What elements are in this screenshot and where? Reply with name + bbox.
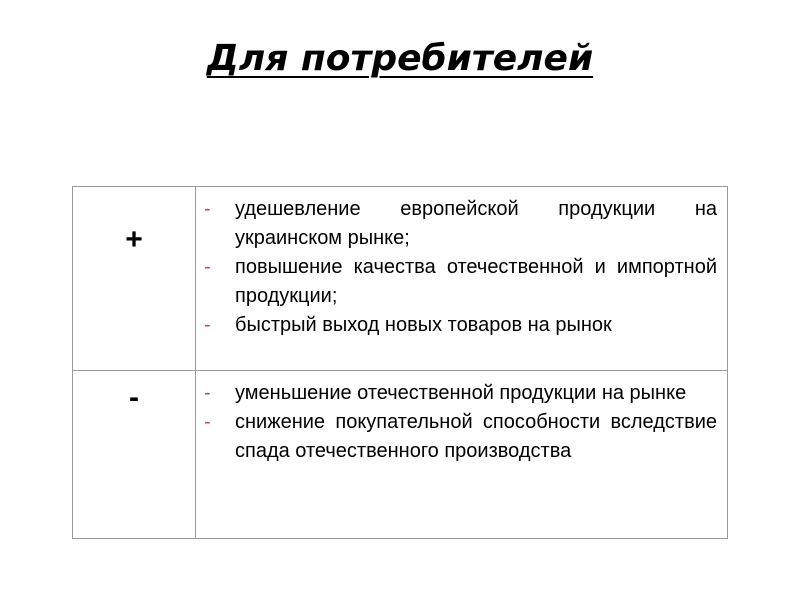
pros-cons-table — [72, 186, 728, 539]
minus-sign: - — [73, 371, 196, 539]
table-row-advantages — [73, 187, 728, 371]
list-item — [204, 195, 717, 253]
list-item — [204, 379, 717, 408]
list-item — [204, 253, 717, 311]
list-item-text: снижение покупательной способности вследствие спада отечественного производства — [235, 411, 717, 462]
list-item — [204, 408, 717, 466]
list-item-text: повышение качества отечественной и импортной продукции; — [235, 256, 717, 307]
list-item-text: быстрый выход новых товаров на рынок — [235, 314, 612, 336]
dash-bullet-icon: - — [204, 382, 211, 404]
dash-bullet-icon: - — [204, 411, 211, 433]
advantages-list — [204, 195, 717, 340]
dash-bullet-icon: - — [204, 198, 211, 220]
list-item-text: удешевление европейской продукции на украинском рынке; — [235, 198, 717, 249]
table-row-disadvantages — [73, 371, 728, 539]
disadvantages-list — [204, 379, 717, 466]
slide-title: Для потребителей — [206, 38, 594, 79]
plus-sign: + — [73, 187, 196, 371]
advantages-cell — [196, 187, 728, 371]
dash-bullet-icon: - — [204, 314, 211, 336]
dash-bullet-icon: - — [204, 256, 211, 278]
disadvantages-cell — [196, 371, 728, 539]
list-item — [204, 311, 717, 340]
list-item-text: уменьшение отечественной продукции на рынке — [235, 382, 687, 404]
